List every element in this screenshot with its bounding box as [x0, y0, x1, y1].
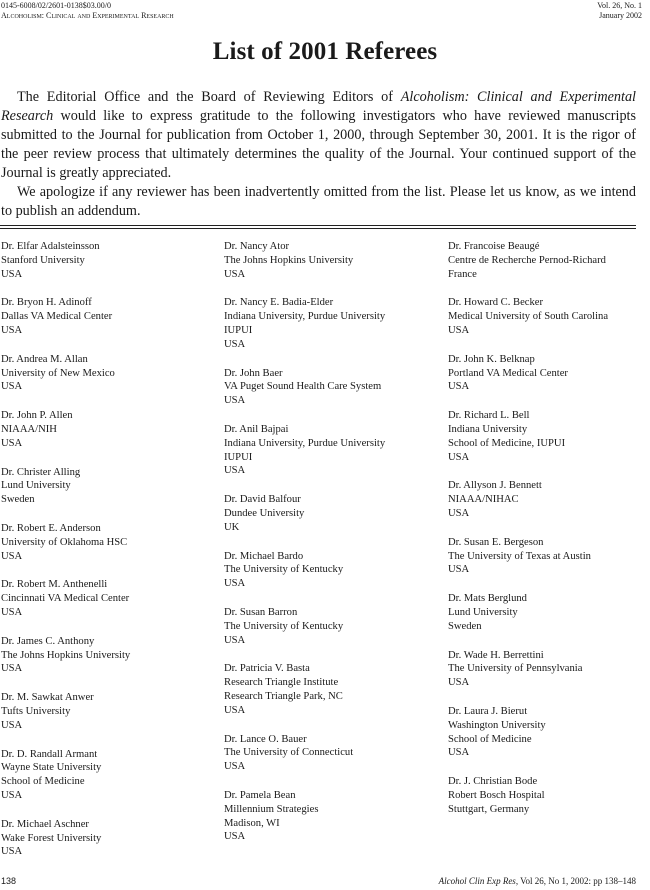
referee-entry: [224, 606, 434, 647]
intro-paragraph-1: [1, 88, 636, 183]
referee-name: Dr. Lance O. Bauer: [224, 733, 307, 745]
referee-name: Dr. Michael Aschner: [1, 818, 89, 830]
referee-entry: [448, 479, 650, 520]
referee-affiliation-line: Portland VA Medical Center: [448, 367, 568, 379]
referee-entry: [1, 296, 211, 337]
referee-affiliation-line: USA: [1, 324, 23, 336]
referee-affiliation-line: USA: [448, 324, 470, 336]
referee-entry: [448, 705, 650, 760]
referee-affiliation-line: The University of Kentucky: [224, 620, 344, 632]
referee-affiliation-line: Stuttgart, Germany: [448, 803, 530, 815]
referee-affiliation-line: USA: [224, 831, 246, 843]
referee-entry: [448, 296, 650, 337]
referee-affiliation-line: The University of Connecticut: [224, 747, 354, 759]
divider-rule-bottom: [0, 228, 636, 229]
referee-entry: [1, 578, 211, 619]
referee-name: Dr. Howard C. Becker: [448, 297, 544, 309]
referee-name: Dr. Richard L. Bell: [448, 410, 530, 422]
referee-entry: [1, 635, 211, 676]
referee-name: Dr. J. Christian Bode: [448, 776, 538, 788]
referee-affiliation-line: NIAAA/NIH: [1, 423, 57, 435]
referee-affiliation-line: Wayne State University: [1, 762, 102, 774]
referee-name: Dr. Susan E. Bergeson: [448, 536, 544, 548]
referee-affiliation-line: Millennium Strategies: [224, 803, 319, 815]
referee-affiliation-line: USA: [1, 846, 23, 858]
referee-affiliation-line: School of Medicine, IUPUI: [448, 437, 566, 449]
referee-entry: [224, 423, 434, 478]
referee-entry: [1, 748, 211, 803]
referee-affiliation-line: IUPUI: [224, 451, 253, 463]
divider-rule-top: [0, 225, 636, 226]
referee-entry: [448, 649, 650, 690]
referee-entry: [224, 662, 434, 717]
referee-affiliation-line: Sweden: [448, 620, 482, 632]
referee-affiliation-line: The Johns Hopkins University: [1, 649, 131, 661]
referee-affiliation-line: USA: [224, 634, 246, 646]
referee-affiliation-line: The Johns Hopkins University: [224, 254, 354, 266]
referee-entry: [1, 466, 211, 507]
referee-entry: [224, 789, 434, 844]
page-number: 138: [1, 876, 17, 886]
article-code: 0145-6008/02/2601-0138$03.00/0: [1, 1, 111, 10]
referee-name: Dr. Wade H. Berrettini: [448, 649, 544, 661]
referee-affiliation-line: Centre de Recherche Pernod-Richard: [448, 254, 606, 266]
referee-name: Dr. John Baer: [224, 367, 283, 379]
referee-affiliation-line: VA Puget Sound Health Care System: [224, 381, 382, 393]
referee-entry: [448, 536, 650, 577]
referee-name: Dr. Susan Barron: [224, 606, 298, 618]
referee-affiliation-line: Madison, WI: [224, 817, 280, 829]
issue-date: January 2002: [599, 11, 642, 20]
referee-name: Dr. John K. Belknap: [448, 353, 535, 365]
citation: [439, 876, 636, 886]
referee-entry: [224, 493, 434, 534]
referee-entry: [448, 240, 650, 281]
referee-name: Dr. Elfar Adalsteinsson: [1, 241, 100, 252]
referee-name: Dr. Francoise Beaugé: [448, 241, 540, 252]
referee-affiliation-line: UK: [224, 521, 240, 533]
page-title: List of 2001 Referees: [212, 38, 438, 65]
referee-affiliation-line: USA: [1, 719, 23, 731]
referee-affiliation-line: Dundee University: [224, 507, 305, 519]
referee-name: Dr. Anil Bajpai: [224, 423, 289, 435]
referee-affiliation-line: USA: [224, 465, 246, 477]
referee-column-1: [1, 240, 211, 874]
referee-name: Dr. D. Randall Armant: [1, 748, 98, 760]
referee-name: Dr. Allyson J. Bennett: [448, 480, 542, 492]
referee-affiliation-line: Cincinnati VA Medical Center: [1, 593, 130, 605]
referee-affiliation-line: The University of Texas at Austin: [448, 550, 591, 562]
referee-affiliation-line: IUPUI: [224, 324, 253, 336]
volume-issue: Vol. 26, No. 1: [597, 1, 642, 10]
referee-affiliation-line: USA: [1, 381, 23, 393]
referee-name: Dr. John P. Allen: [1, 410, 73, 422]
referee-affiliation-line: Stanford University: [1, 254, 85, 266]
referee-affiliation-line: Indiana University, Purdue University: [224, 311, 386, 323]
referee-name: Dr. James C. Anthony: [1, 635, 95, 647]
referee-affiliation-line: USA: [224, 338, 246, 350]
referee-affiliation-line: USA: [1, 789, 23, 801]
referee-entry: [448, 353, 650, 394]
referee-affiliation-line: France: [448, 268, 477, 280]
referee-name: Dr. Patricia V. Basta: [224, 663, 310, 675]
referee-affiliation-line: USA: [448, 451, 470, 463]
referee-affiliation-line: USA: [448, 507, 470, 519]
journal-name: Alcoholism: Clinical and Experimental Research: [1, 11, 174, 20]
referee-entry: [1, 240, 211, 281]
referee-name: Dr. Mats Berglund: [448, 593, 527, 605]
referee-name: Dr. Laura J. Bierut: [448, 705, 528, 717]
referee-name: Dr. Robert E. Anderson: [1, 522, 101, 534]
referee-entry: [1, 522, 211, 563]
referee-affiliation-line: Indiana University, Purdue University: [224, 437, 386, 449]
intro-paragraph-2: We apologize if any reviewer has been inadvertently omitted from the list. Please let us know, as we intend to publish an addendum.: [1, 184, 636, 219]
referee-affiliation-line: USA: [224, 704, 246, 716]
referee-name: Dr. David Balfour: [224, 494, 301, 506]
citation-details: , Vol 26, No 1, 2002: pp 138–148: [515, 876, 636, 886]
referee-affiliation-line: USA: [448, 677, 470, 689]
referee-affiliation-line: Sweden: [1, 494, 35, 506]
referee-affiliation-line: The University of Pennsylvania: [448, 663, 583, 675]
referee-affiliation-line: USA: [1, 663, 23, 675]
referee-affiliation-line: University of New Mexico: [1, 367, 115, 379]
referee-affiliation-line: Indiana University: [448, 423, 528, 435]
running-header-right: [597, 1, 642, 21]
referee-affiliation-line: Research Triangle Park, NC: [224, 690, 343, 702]
referee-affiliation-line: USA: [448, 381, 470, 393]
referee-name: Dr. Nancy Ator: [224, 241, 290, 252]
referee-affiliation-line: Washington University: [448, 719, 546, 731]
referee-affiliation-line: Research Triangle Institute: [224, 677, 339, 689]
referee-affiliation-line: School of Medicine: [1, 776, 85, 788]
referee-name: Dr. Andrea M. Allan: [1, 353, 88, 365]
referee-name: Dr. Christer Alling: [1, 466, 81, 478]
referee-affiliation-line: USA: [1, 437, 23, 449]
referee-entry: [224, 296, 434, 351]
referee-column-3: [448, 240, 650, 832]
referee-entry: [1, 409, 211, 450]
referee-column-2: [224, 240, 434, 859]
referee-affiliation-line: USA: [224, 395, 246, 407]
referee-name: Dr. Bryon H. Adinoff: [1, 297, 92, 309]
referee-affiliation-line: USA: [1, 550, 23, 562]
referee-affiliation-line: USA: [1, 268, 23, 280]
referee-entry: [1, 818, 211, 859]
intro-text-part: would like to express gratitude to the following investigators who have reviewed manuscripts submitted to the Journal for publication from October 1, 2000, through September 30, 2001. It is the rigor of the peer review process that ultimately determines the quality of the Journal. Your continued support of the Journal is greatly appreciated.: [1, 108, 636, 181]
referee-entry: [1, 691, 211, 732]
referee-entry: [224, 367, 434, 408]
referee-entry: [448, 592, 650, 633]
referee-affiliation-line: USA: [224, 761, 246, 773]
referee-name: Dr. Robert M. Anthenelli: [1, 579, 108, 591]
referee-entry: [448, 775, 650, 816]
referee-affiliation-line: Medical University of South Carolina: [448, 311, 609, 323]
referee-affiliation-line: Dallas VA Medical Center: [1, 311, 113, 323]
referee-entry: [1, 353, 211, 394]
referee-entry: [224, 240, 434, 281]
referee-affiliation-line: University of Oklahoma HSC: [1, 536, 128, 548]
citation-journal: Alcohol Clin Exp Res: [438, 876, 516, 886]
referee-affiliation-line: USA: [1, 606, 23, 618]
referee-affiliation-line: USA: [448, 564, 470, 576]
referee-affiliation-line: USA: [224, 578, 246, 590]
referee-name: Dr. Pamela Bean: [224, 789, 296, 801]
referee-name: Dr. Michael Bardo: [224, 550, 304, 562]
referee-affiliation-line: USA: [448, 747, 470, 759]
referee-affiliation-line: Wake Forest University: [1, 832, 102, 844]
referee-name: Dr. M. Sawkat Anwer: [1, 692, 94, 704]
running-header-left: [1, 1, 174, 21]
referee-affiliation-line: Lund University: [1, 480, 71, 492]
referee-affiliation-line: NIAAA/NIHAC: [448, 494, 519, 506]
referee-affiliation-line: Robert Bosch Hospital: [448, 789, 545, 801]
referee-name: Dr. Nancy E. Badia-Elder: [224, 297, 334, 309]
referee-entry: [224, 733, 434, 774]
referee-entry: [224, 550, 434, 591]
referee-affiliation-line: Tufts University: [1, 705, 71, 717]
intro-text-part: The Editorial Office and the Board of Reviewing Editors of: [17, 89, 401, 105]
intro-text: [1, 88, 636, 221]
referee-entry: [448, 409, 650, 464]
referee-affiliation-line: School of Medicine: [448, 733, 532, 745]
referee-affiliation-line: The University of Kentucky: [224, 564, 344, 576]
intro-journal-title: Alcoholism: Clinical and Experimental Research: [1, 89, 636, 124]
referee-affiliation-line: Lund University: [448, 606, 518, 618]
referee-affiliation-line: USA: [224, 268, 246, 280]
